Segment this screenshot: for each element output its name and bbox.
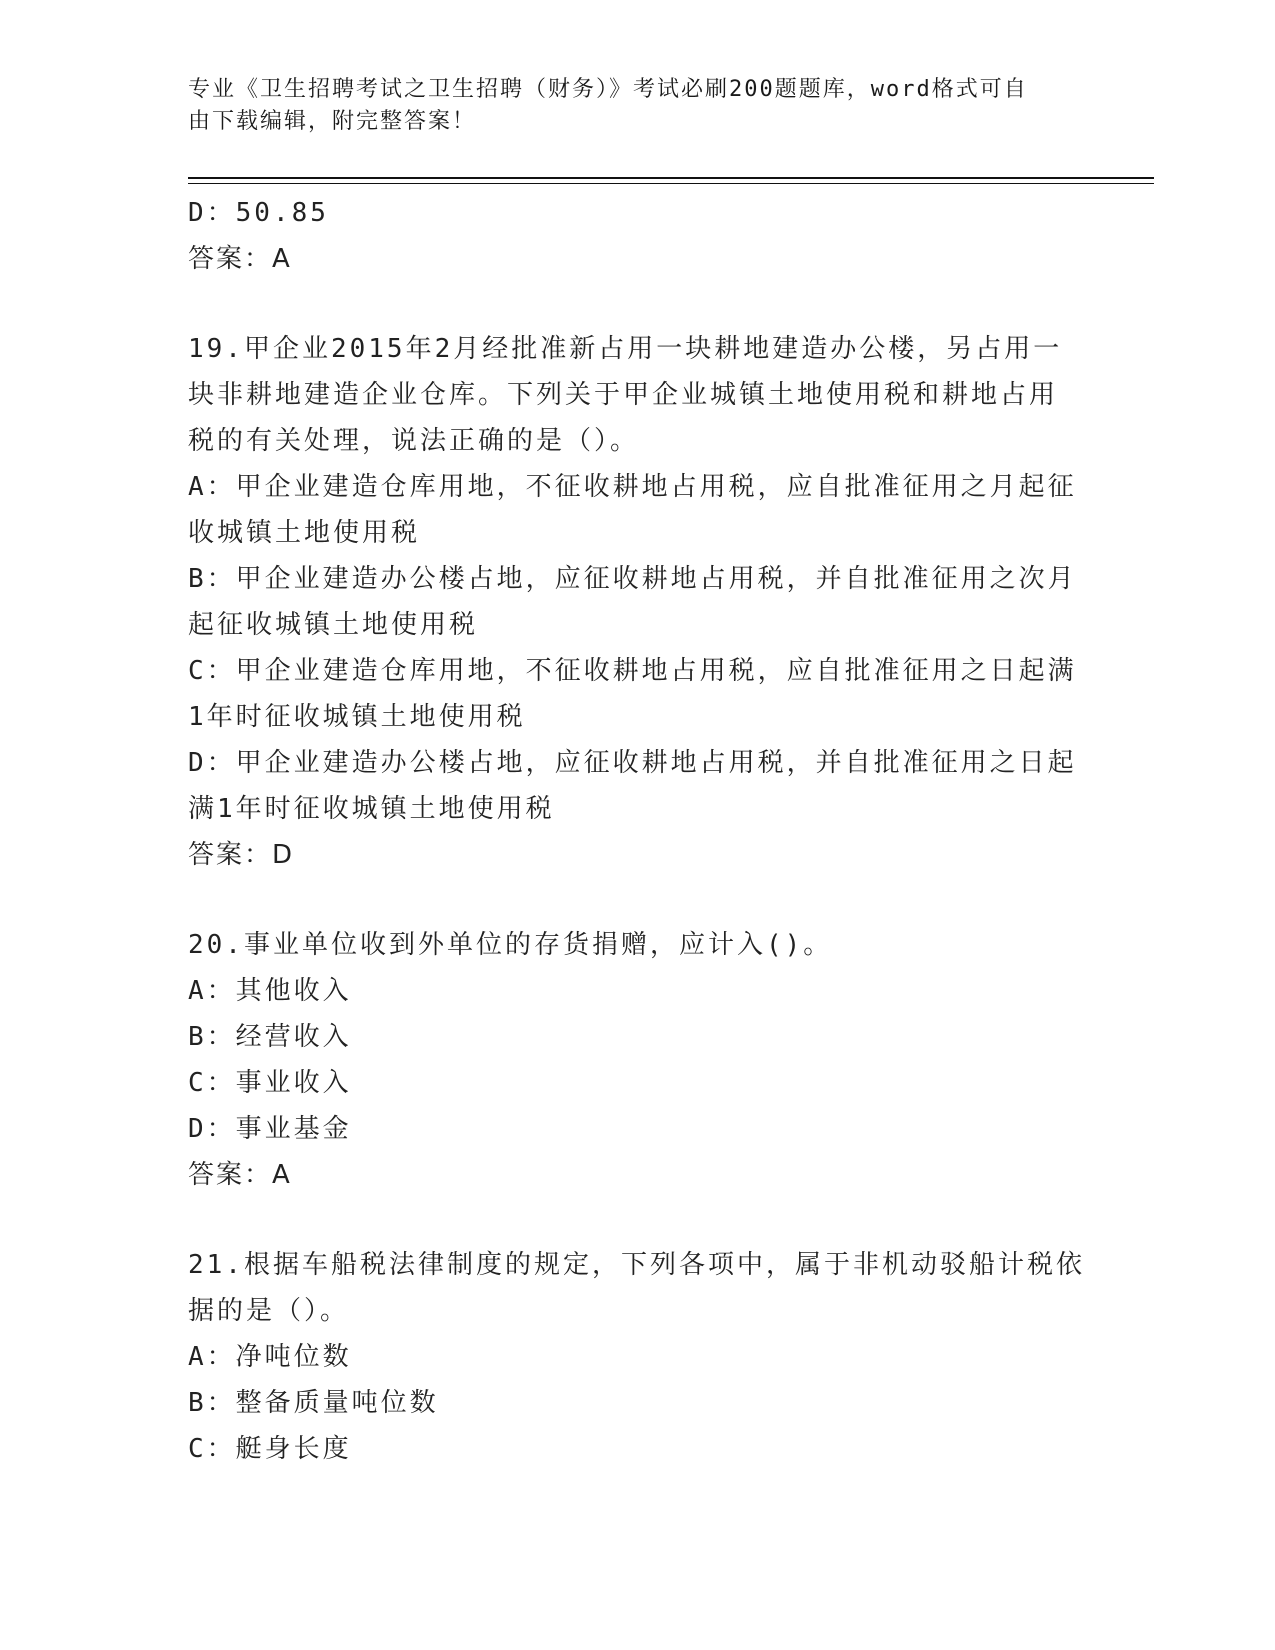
question-20-stem: 20.事业单位收到外单位的存货捐赠，应计入()。 [188,930,833,960]
question-21-stem-line-2: 据的是（）。 [188,1296,350,1326]
question-21 [188,1242,1088,1472]
spacer [188,1198,1088,1242]
question-21-option-b: B：整备质量吨位数 [188,1388,439,1418]
question-20 [188,922,1088,1198]
document-header [188,74,1068,138]
question-19-stem-line-3: 税的有关处理，说法正确的是（）。 [188,426,640,456]
question-19-option-b-line-1: B：甲企业建造办公楼占地，应征收耕地占用税，并自批准征用之次月 [188,564,1077,594]
question-21-stem-line-1: 21.根据车船税法律制度的规定，下列各项中，属于非机动驳船计税依 [188,1250,1085,1280]
question-19-option-a-line-1: A：甲企业建造仓库用地，不征收耕地占用税，应自批准征用之月起征 [188,472,1077,502]
question-19-answer: 答案：D [188,840,295,870]
question-19-option-c-line-2: 1年时征收城镇土地使用税 [188,702,526,732]
header-divider-thin [188,183,1154,184]
question-19-stem-line-2: 块非耕地建造企业仓库。下列关于甲企业城镇土地使用税和耕地占用 [188,380,1059,410]
header-divider-thick [188,177,1154,179]
question-20-option-a: A：其他收入 [188,976,352,1006]
question-20-option-b: B：经营收入 [188,1022,352,1052]
spacer [188,878,1088,922]
question-19-option-a-line-2: 收城镇土地使用税 [188,518,421,548]
question-19-option-c-line-1: C：甲企业建造仓库用地，不征收耕地占用税，应自批准征用之日起满 [188,656,1077,686]
question-19-option-b-line-2: 起征收城镇土地使用税 [188,610,479,640]
question-20-answer: 答案：A [188,1160,292,1190]
question-19-option-d-line-1: D：甲企业建造办公楼占地，应征收耕地占用税，并自批准征用之日起 [188,748,1077,778]
question-content [188,190,1088,1472]
question-20-option-d: D：事业基金 [188,1114,352,1144]
header-line-2: 由下载编辑，附完整答案！ [188,109,477,134]
spacer [188,282,1088,326]
question-19-stem-line-1: 19.甲企业2015年2月经批准新占用一块耕地建造办公楼，另占用一 [188,334,1063,364]
header-line-1: 专业《卫生招聘考试之卫生招聘（财务）》考试必刷200题题库，word格式可自 [188,77,1028,102]
question-19-option-d-line-2: 满1年时征收城镇土地使用税 [188,794,555,824]
question-20-option-c: C：事业收入 [188,1068,352,1098]
prev-answer: 答案：A [188,244,292,274]
question-19 [188,326,1088,878]
prev-option-d: D：50.85 [188,198,329,228]
question-21-option-c: C：艇身长度 [188,1434,352,1464]
question-21-option-a: A：净吨位数 [188,1342,352,1372]
